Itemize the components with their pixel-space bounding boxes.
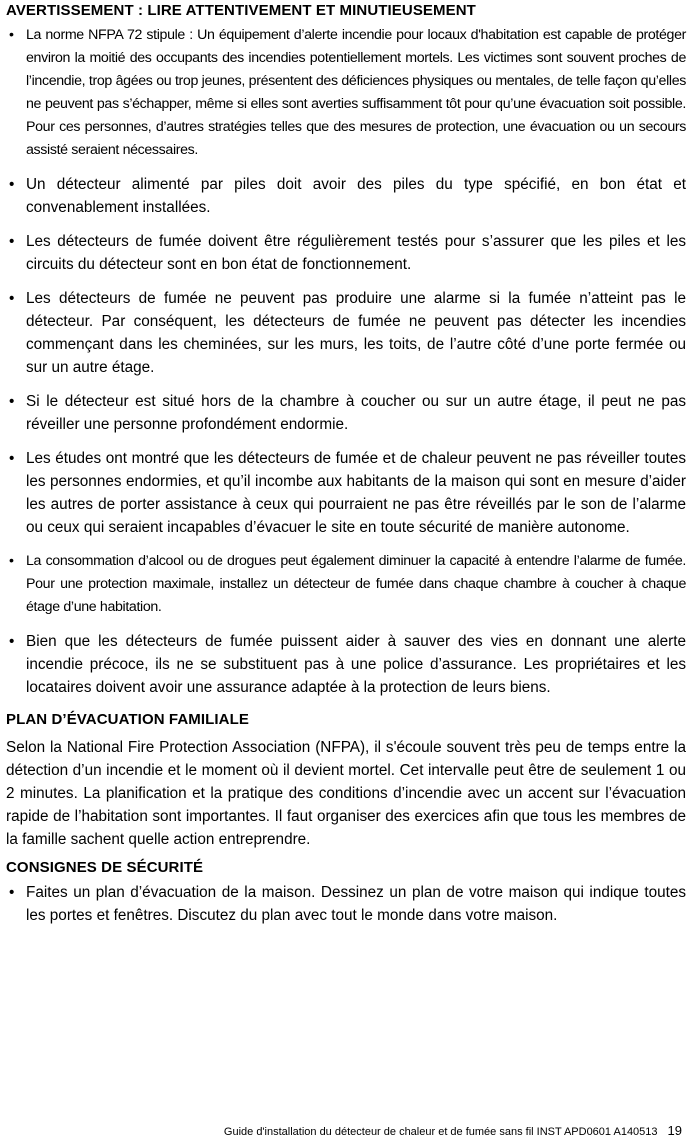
page-number: 19 xyxy=(667,1123,682,1138)
warning-item-nfpa72: • La norme NFPA 72 stipule : Un équipement d’alerte incendie pour locaux d'habitation est capable de protéger environ la moitié des occupants des incendies potentiellement mortels. Les victimes sont souvent proches de l’incendie, trop âgées ou trop jeunes, présentent des déficiences physiques ou mentales, de telle façon qu’elles ne peuvent pas s’échapper, même si elles sont averties suffisamment tôt pour qu’une évacuation soit possible. Pour ces personnes, d’autres stratégies telles que des mesures de protection, une évacuation ou un secours assisté seraient nécessaires. xyxy=(6,24,686,162)
evacuation-heading: PLAN D’ÉVACUATION FAMILIALE xyxy=(6,711,249,728)
warning-list xyxy=(6,24,686,699)
page-footer xyxy=(224,1124,682,1139)
warning-heading: AVERTISSEMENT : LIRE ATTENTIVEMENT ET MINUTIEUSEMENT xyxy=(6,2,476,19)
warning-item-alcohol: • La consommation d’alcool ou de drogues peut également diminuer la capacité à entendre l’alarme de fumée. Pour une protection maximale, installez un détecteur de fumée dans chaque chambre à coucher à chaque étage d’une habitation. xyxy=(6,550,686,619)
footer-guide-title: Guide d'installation du détecteur de chaleur et de fumée sans fil INST APD0601 A140513 xyxy=(223,1126,658,1138)
warning-item-smoke-reach: • Les détecteurs de fumée ne peuvent pas produire une alarme si la fumée n’atteint pas le détecteur. Par conséquent, les détecteurs de fumée ne peuvent pas détecter les incendies commençant dans les cheminées, sur les murs, les toits, de l’autre côté d’une porte fermée ou sur un autre étage. xyxy=(6,287,686,379)
warning-item-testing: • Les détecteurs de fumée doivent être régulièrement testés pour s’assurer que les piles et les circuits du détecteur sont en bon état de fonctionnement. xyxy=(6,230,686,276)
safety-list xyxy=(6,881,686,927)
safety-item-plan: • Faites un plan d’évacuation de la maison. Dessinez un plan de votre maison qui indique toutes les portes et fenêtres. Discutez du plan avec tout le monde dans votre maison. xyxy=(6,881,686,927)
warning-item-studies: • Les études ont montré que les détecteurs de fumée et de chaleur peuvent ne pas réveiller toutes les personnes endormies, et qu’il incombe aux habitants de la maison qui sont en mesure d’aider les autres de porter assistance à ceux qui pourraient ne pas être réveillés par le son de l’alarme ou ceux qui seraient incapables d’évacuer le site en toute sécurité de manière autonome. xyxy=(6,447,686,539)
warning-item-bedroom: • Si le détecteur est situé hors de la chambre à coucher ou sur un autre étage, il peut ne pas réveiller une personne profondément endormie. xyxy=(6,390,686,436)
warning-item-batteries: • Un détecteur alimenté par piles doit avoir des piles du type spécifié, en bon état et convenablement installées. xyxy=(6,173,686,219)
document-page xyxy=(6,0,686,1142)
evacuation-paragraph: Selon la National Fire Protection Association (NFPA), il s'écoule souvent très peu de temps entre la détection d’un incendie et le moment où il devient mortel. Cet intervalle peut être de seulement 1 ou 2 minutes. La planification et la pratique des conditions d’incendie avec un accent sur l’évacuation rapide de l’habitation sont importantes. Il faut organiser des exercices afin que tous les membres de la famille sachent quelle action entreprendre. xyxy=(6,739,686,848)
warning-item-insurance: • Bien que les détecteurs de fumée puissent aider à sauver des vies en donnant une alerte incendie précoce, ils ne se substituent pas à une police d’assurance. Les propriétaires et les locataires doivent avoir une assurance adaptée à la protection de leurs biens. xyxy=(6,630,686,699)
safety-heading: CONSIGNES DE SÉCURITÉ xyxy=(6,859,204,876)
